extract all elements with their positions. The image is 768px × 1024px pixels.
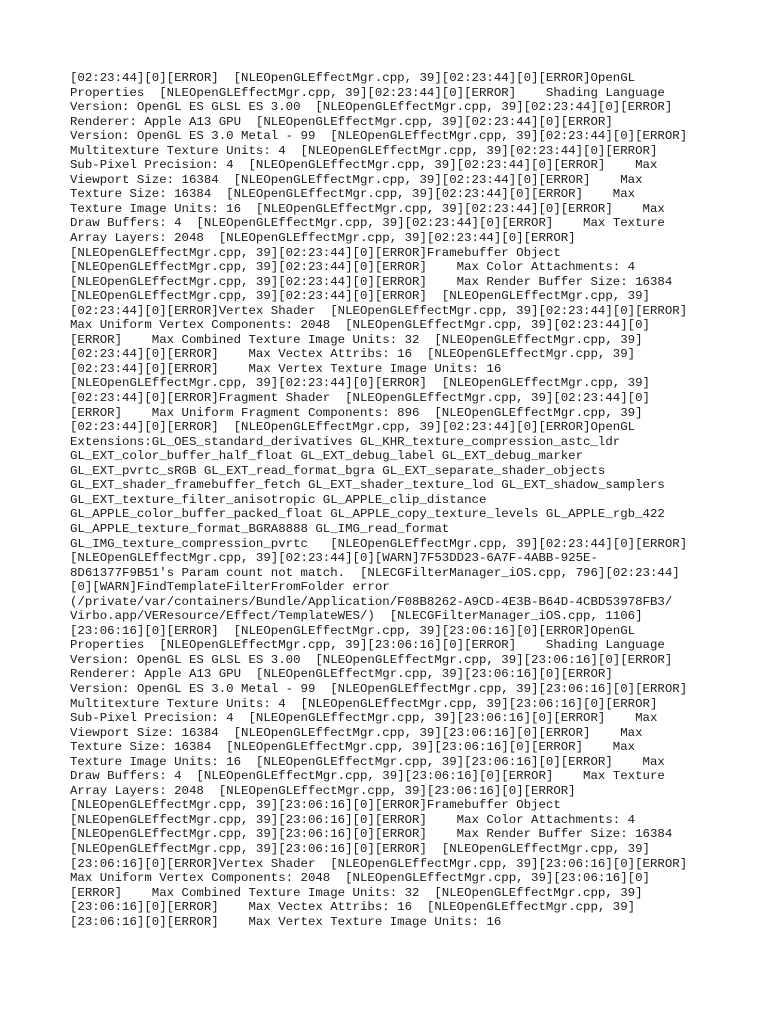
log-line: [02:23:44][0][ERROR] [NLEOpenGLEffectMgr.cpp, 39][02:23:44][0][ERROR]OpenGL [70,420,636,435]
log-line: [ERROR] Max Uniform Fragment Components: 896 [NLEOpenGLEffectMgr.cpp, 39] [70,405,643,420]
log-line: GL_EXT_color_buffer_half_float GL_EXT_debug_label GL_EXT_debug_marker [70,449,584,464]
log-line: Version: OpenGL ES 3.0 Metal - 99 [NLEOpenGLEffectMgr.cpp, 39][23:06:16][0][ERROR] [70,681,688,696]
log-line: [NLEOpenGLEffectMgr.cpp, 39][23:06:16][0][ERROR]Framebuffer Object [70,798,561,813]
log-line: [NLEOpenGLEffectMgr.cpp, 39][02:23:44][0][ERROR] Max Color Attachments: 4 [70,260,636,275]
log-line: Renderer: Apple A13 GPU [NLEOpenGLEffectMgr.cpp, 39][02:23:44][0][ERROR] [70,114,613,129]
log-line: Virbo.app/VEResource/Effect/TemplateWES/) [NLECGFilterManager_iOS.cpp, 1106] [70,609,643,624]
log-line: Multitexture Texture Units: 4 [NLEOpenGLEffectMgr.cpp, 39][23:06:16][0][ERROR] [70,696,658,711]
log-line: Max Uniform Vertex Components: 2048 [NLEOpenGLEffectMgr.cpp, 39][23:06:16][0] [70,871,650,886]
log-text-block [70,71,700,929]
log-line: 8D61377F9B51's Param count not match. [NLECGFilterManager_iOS.cpp, 796][02:23:44] [70,565,680,580]
log-line: [ERROR] Max Combined Texture Image Units: 32 [NLEOpenGLEffectMgr.cpp, 39] [70,885,643,900]
log-line: Array Layers: 2048 [NLEOpenGLEffectMgr.cpp, 39][23:06:16][0][ERROR] [70,783,576,798]
log-line: Properties [NLEOpenGLEffectMgr.cpp, 39][02:23:44][0][ERROR] Shading Language [70,85,665,100]
log-line: [NLEOpenGLEffectMgr.cpp, 39][23:06:16][0][ERROR] [NLEOpenGLEffectMgr.cpp, 39] [70,841,650,856]
log-line: Extensions:GL_OES_standard_derivatives GL_KHR_texture_compression_astc_ldr [70,434,621,449]
log-line: Version: OpenGL ES GLSL ES 3.00 [NLEOpenGLEffectMgr.cpp, 39][02:23:44][0][ERROR] [70,100,673,115]
log-line: Texture Image Units: 16 [NLEOpenGLEffectMgr.cpp, 39][02:23:44][0][ERROR] Max [70,201,665,216]
log-line: Texture Image Units: 16 [NLEOpenGLEffectMgr.cpp, 39][23:06:16][0][ERROR] Max [70,754,665,769]
log-line: Texture Size: 16384 [NLEOpenGLEffectMgr.cpp, 39][23:06:16][0][ERROR] Max [70,740,636,755]
log-line: [0][WARN]FindTemplateFilterFromFolder error [70,580,390,595]
log-line: [23:06:16][0][ERROR] Max Vertex Texture Image Units: 16 [70,914,502,929]
log-line: Viewport Size: 16384 [NLEOpenGLEffectMgr.cpp, 39][23:06:16][0][ERROR] Max [70,725,643,740]
log-line: GL_EXT_pvrtc_sRGB GL_EXT_read_format_bgra GL_EXT_separate_shader_objects [70,463,606,478]
log-line: [NLEOpenGLEffectMgr.cpp, 39][02:23:44][0][ERROR] Max Render Buffer Size: 16384 [70,274,673,289]
log-line: Texture Size: 16384 [NLEOpenGLEffectMgr.cpp, 39][02:23:44][0][ERROR] Max [70,187,636,202]
log-line: Draw Buffers: 4 [NLEOpenGLEffectMgr.cpp, 39][02:23:44][0][ERROR] Max Texture [70,216,665,231]
log-line: Properties [NLEOpenGLEffectMgr.cpp, 39][23:06:16][0][ERROR] Shading Language [70,638,665,653]
log-line: GL_EXT_shader_framebuffer_fetch GL_EXT_shader_texture_lod GL_EXT_shadow_samplers [70,478,665,493]
log-line: Sub-Pixel Precision: 4 [NLEOpenGLEffectMgr.cpp, 39][23:06:16][0][ERROR] Max [70,711,658,726]
log-line: GL_APPLE_texture_format_BGRA8888 GL_IMG_read_format [70,521,450,536]
log-line: Version: OpenGL ES GLSL ES 3.00 [NLEOpenGLEffectMgr.cpp, 39][23:06:16][0][ERROR] [70,652,673,667]
log-line: GL_IMG_texture_compression_pvrtc [NLEOpenGLEffectMgr.cpp, 39][02:23:44][0][ERROR] [70,536,688,551]
log-line: [NLEOpenGLEffectMgr.cpp, 39][02:23:44][0][WARN]7F53DD23-6A7F-4ABB-925E- [70,551,598,566]
log-line: [23:06:16][0][ERROR]Vertex Shader [NLEOpenGLEffectMgr.cpp, 39][23:06:16][0][ERROR] [70,856,688,871]
log-line: [02:23:44][0][ERROR]Vertex Shader [NLEOpenGLEffectMgr.cpp, 39][02:23:44][0][ERROR] [70,303,688,318]
log-line: [NLEOpenGLEffectMgr.cpp, 39][02:23:44][0][ERROR] [NLEOpenGLEffectMgr.cpp, 39] [70,376,650,391]
log-line: [NLEOpenGLEffectMgr.cpp, 39][02:23:44][0][ERROR]Framebuffer Object [70,245,561,260]
log-line: Version: OpenGL ES 3.0 Metal - 99 [NLEOpenGLEffectMgr.cpp, 39][02:23:44][0][ERROR] [70,129,688,144]
log-line: [02:23:44][0][ERROR]Fragment Shader [NLEOpenGLEffectMgr.cpp, 39][02:23:44][0] [70,391,650,406]
log-line: [23:06:16][0][ERROR] Max Vectex Attribs: 16 [NLEOpenGLEffectMgr.cpp, 39] [70,900,636,915]
log-line: [02:23:44][0][ERROR] [NLEOpenGLEffectMgr.cpp, 39][02:23:44][0][ERROR]OpenGL [70,71,636,85]
log-line: Multitexture Texture Units: 4 [NLEOpenGLEffectMgr.cpp, 39][02:23:44][0][ERROR] [70,143,658,158]
log-line: Renderer: Apple A13 GPU [NLEOpenGLEffectMgr.cpp, 39][23:06:16][0][ERROR] [70,667,613,682]
log-line: (/private/var/containers/Bundle/Application/F08B8262-A9CD-4E3B-B64D-4CBD53978FB3/ [70,594,673,609]
log-line: GL_APPLE_color_buffer_packed_float GL_APPLE_copy_texture_levels GL_APPLE_rgb_422 [70,507,665,522]
log-line: Max Uniform Vertex Components: 2048 [NLEOpenGLEffectMgr.cpp, 39][02:23:44][0] [70,318,650,333]
log-line: GL_EXT_texture_filter_anisotropic GL_APPLE_clip_distance [70,492,487,507]
log-line: [NLEOpenGLEffectMgr.cpp, 39][02:23:44][0][ERROR] [NLEOpenGLEffectMgr.cpp, 39] [70,289,650,304]
log-line: [23:06:16][0][ERROR] [NLEOpenGLEffectMgr.cpp, 39][23:06:16][0][ERROR]OpenGL [70,623,636,638]
log-line: Draw Buffers: 4 [NLEOpenGLEffectMgr.cpp, 39][23:06:16][0][ERROR] Max Texture [70,769,665,784]
log-line: Array Layers: 2048 [NLEOpenGLEffectMgr.cpp, 39][02:23:44][0][ERROR] [70,231,576,246]
log-line: Viewport Size: 16384 [NLEOpenGLEffectMgr.cpp, 39][02:23:44][0][ERROR] Max [70,172,643,187]
log-line: [02:23:44][0][ERROR] Max Vectex Attribs: 16 [NLEOpenGLEffectMgr.cpp, 39] [70,347,636,362]
log-line: Sub-Pixel Precision: 4 [NLEOpenGLEffectMgr.cpp, 39][02:23:44][0][ERROR] Max [70,158,658,173]
log-line: [ERROR] Max Combined Texture Image Units: 32 [NLEOpenGLEffectMgr.cpp, 39] [70,332,643,347]
log-line: [NLEOpenGLEffectMgr.cpp, 39][23:06:16][0][ERROR] Max Color Attachments: 4 [70,812,636,827]
log-line: [NLEOpenGLEffectMgr.cpp, 39][23:06:16][0][ERROR] Max Render Buffer Size: 16384 [70,827,673,842]
log-line: [02:23:44][0][ERROR] Max Vertex Texture Image Units: 16 [70,361,502,376]
